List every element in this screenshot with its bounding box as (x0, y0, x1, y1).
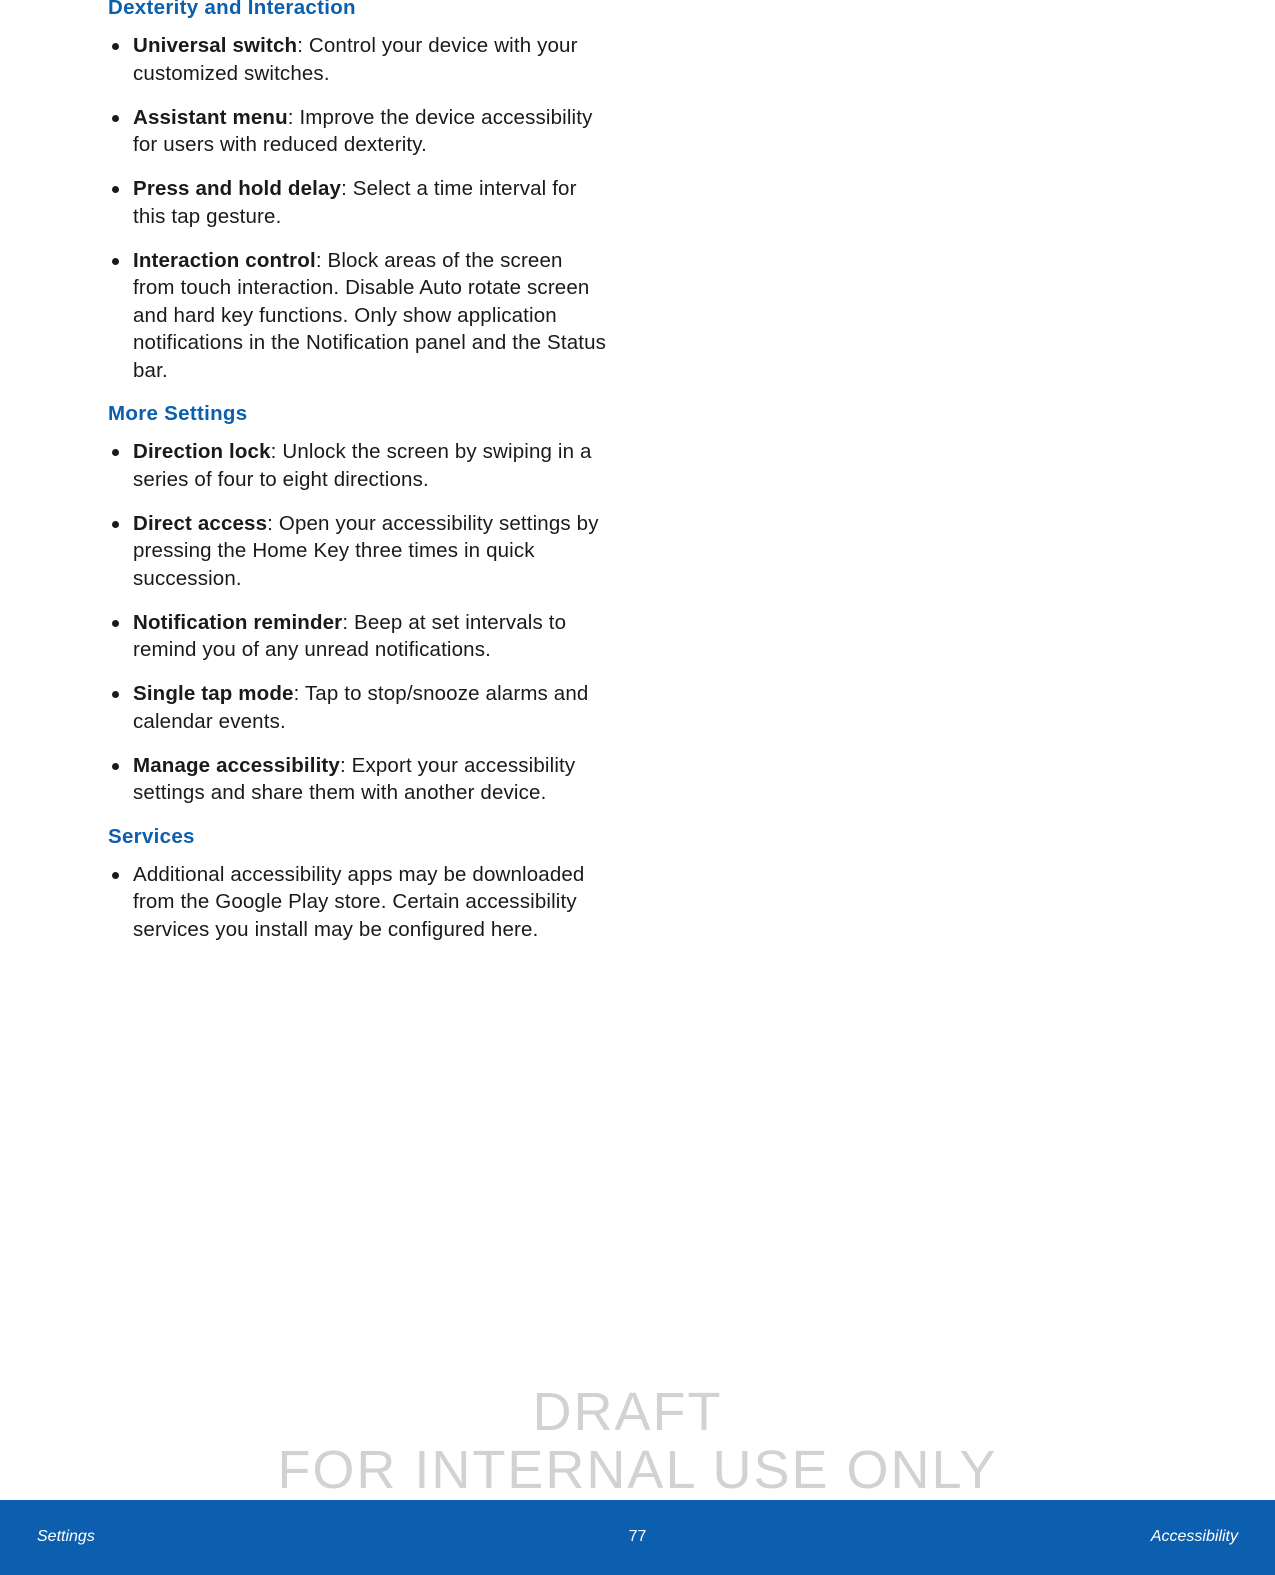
bullet-icon (112, 43, 119, 50)
item-text: : Tap to stop/snooze alarms and calendar events. (133, 682, 589, 733)
dexterity-list (108, 32, 608, 384)
item-text: : Select a time interval for this tap gesture. (133, 177, 577, 228)
item-text: : Unlock the screen by swiping in a series of four to eight directions. (133, 440, 592, 491)
item-text: Additional accessibility apps may be downloaded from the Google Play store. Certain accessibility services you install may be configured here. (133, 862, 585, 941)
item-text: : Control your device with your customized switches. (133, 34, 578, 85)
watermark-draft: DRAFT (532, 1382, 723, 1442)
list-item (108, 510, 608, 593)
item-text: : Open your accessibility settings by pressing the Home Key three times in quick succession. (133, 511, 599, 590)
item-term: Direct access (133, 511, 268, 535)
services-list (108, 861, 608, 944)
list-item (108, 247, 608, 385)
section-heading-services: Services (108, 824, 195, 848)
page-footer (0, 1500, 1275, 1575)
item-text: : Export your accessibility settings and share them with another device. (133, 753, 576, 804)
list-item (108, 175, 608, 230)
item-term: Notification reminder (133, 610, 343, 634)
bullet-icon (112, 258, 119, 265)
item-term: Direction lock (133, 440, 271, 463)
item-text: : Beep at set intervals to remind you of any unread notifications. (133, 610, 567, 661)
list-item (108, 680, 608, 735)
bullet-icon (112, 620, 119, 627)
list-item (108, 104, 608, 159)
list-item (108, 609, 608, 664)
item-term: Manage accessibility (133, 753, 340, 777)
list-item (108, 32, 608, 87)
bullet-icon (112, 186, 119, 193)
watermark-internal-use: FOR INTERNAL USE ONLY (277, 1440, 998, 1500)
bullet-icon (112, 521, 119, 528)
section-heading-more-settings: More Settings (108, 402, 248, 425)
item-text: : Improve the device accessibility for users with reduced dexterity. (133, 105, 593, 156)
footer-section: Accessibility (1150, 1528, 1238, 1545)
list-item (108, 438, 608, 493)
bullet-icon (112, 115, 119, 122)
bullet-icon (112, 872, 119, 879)
page-number: 77 (628, 1528, 647, 1545)
list-item (108, 861, 608, 944)
item-term: Universal switch (133, 34, 298, 57)
list-item (108, 752, 608, 807)
bullet-icon (112, 691, 119, 698)
item-term: Press and hold delay (133, 177, 342, 200)
bullet-icon (112, 763, 119, 770)
item-term: Single tap mode (133, 682, 294, 705)
page-content (108, 0, 608, 943)
bullet-icon (112, 449, 119, 456)
item-term: Assistant menu (133, 105, 288, 129)
item-term: Interaction control (133, 248, 316, 272)
more-settings-list (108, 438, 608, 807)
section-heading-dexterity: Dexterity and Interaction (108, 0, 356, 19)
footer-chapter: Settings (37, 1528, 95, 1545)
item-text: : Block areas of the screen from touch interaction. Disable Auto rotate screen and hard key functions. Only show application notifications in the Notification panel and the Status bar. (133, 248, 607, 382)
